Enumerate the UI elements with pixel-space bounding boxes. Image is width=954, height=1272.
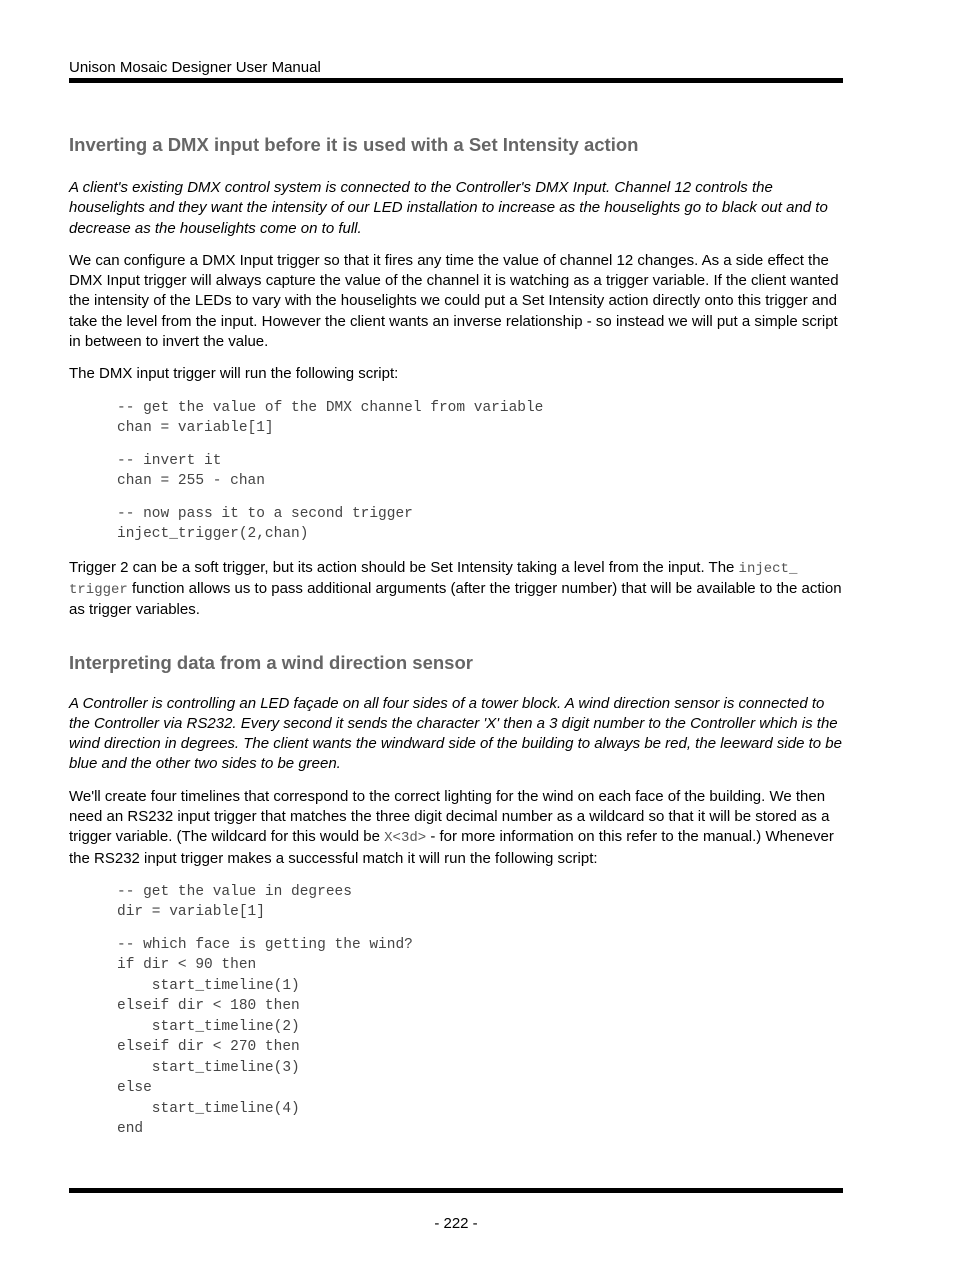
code-block: -- get the value of the DMX channel from variable chan = variable[1] — [117, 399, 544, 437]
body-paragraph — [69, 787, 843, 869]
header-rule — [69, 78, 843, 83]
page-content — [69, 133, 843, 1140]
inline-code: inject_ — [738, 560, 798, 577]
body-paragraph: We can configure a DMX Input trigger so that it fires any time the value of channel 12 changes. As a side effect the DMX Input trigger will always capture the value of the channel it is watching as a trigger variable. If the client wanted the intensity of the LEDs to vary with the houselights we could put a Set Intensity action directly onto this trigger and take the level from the input. However the client wants an inverse relationship - so instead we will put a simple script in between to invert the value. — [69, 251, 839, 351]
scenario-intro-dmx: A client's existing DMX control system is connected to the Controller's DMX Input. Channel 12 controls the houselights and they want the intensity of our LED installation to increase as the houselights go to black out and to decrease as the houselights come on to full. — [69, 179, 828, 237]
text-run: function allows us to pass additional arguments (after the trigger number) that will be available to the action as trigger variables. — [69, 579, 842, 619]
inline-code: trigger — [69, 581, 128, 598]
section-heading-wind: Interpreting data from a wind direction sensor — [69, 651, 473, 673]
code-block: -- which face is getting the wind? if dir < 90 then start_timeline(1) elseif dir < 180 then start_timeline(2) elseif dir < 270 then start_timeline(3) else start_timeline(4) end — [117, 936, 413, 1138]
header-title: Unison Mosaic Designer User Manual — [69, 59, 321, 76]
footer-rule — [69, 1188, 843, 1193]
body-paragraph — [69, 558, 843, 621]
text-run: - for more information on this refer to the manual.) Whenever the RS232 input trigger makes a successful match it will run the following script: — [69, 828, 834, 867]
code-block: -- get the value in degrees dir = variable[1] — [117, 883, 352, 921]
inline-code: X<3d> — [384, 830, 427, 847]
scenario-intro-wind: A Controller is controlling an LED façade on all four sides of a tower block. A wind direction sensor is connected to the Controller via RS232. Every second it sends the character 'X' then a 3 digit number to the Controller which is the wind direction in degrees. The client wants the windward side of the building to always be red, the leeward side to be blue and the other two sides to be green. — [69, 694, 842, 773]
body-paragraph: The DMX input trigger will run the following script: — [69, 365, 399, 383]
page-number: - 222 - — [434, 1215, 478, 1232]
code-block: -- invert it chan = 255 - chan — [117, 452, 265, 490]
text-run: Trigger 2 can be a soft trigger, but its action should be Set Intensity taking a level from the input. The — [69, 558, 739, 576]
text-run: We'll create four timelines that correspond to the correct lighting for the wind on each face of the building. We then need an RS232 input trigger that matches the three digit decimal number as a wildcard so that it will be stored as a trigger variable. (The wildcard for this would be — [69, 787, 830, 846]
code-block: -- now pass it to a second trigger inject_trigger(2,chan) — [117, 505, 413, 543]
section-heading-dmx: Inverting a DMX input before it is used with a Set Intensity action — [69, 134, 639, 155]
